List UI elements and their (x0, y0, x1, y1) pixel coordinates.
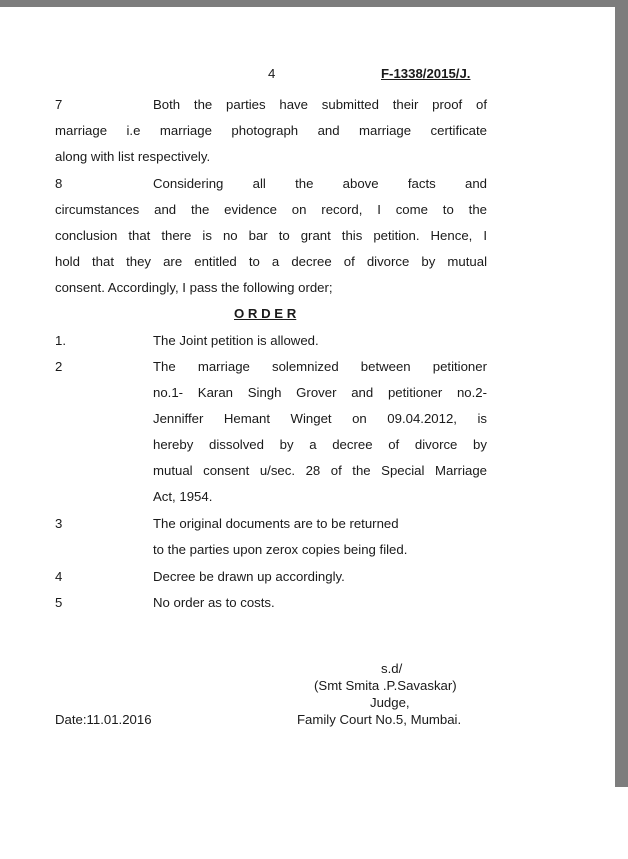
order-item-line: No order as to costs. (153, 595, 275, 610)
order-item-line: no.1- Karan Singh Grover and petitioner no.2- (153, 385, 487, 400)
judge-name: (Smt Smita .P.Savaskar) (314, 678, 457, 693)
order-item-number: 5 (55, 595, 63, 610)
order-item-line: mutual consent u/sec. 28 of the Special Marriage (153, 463, 487, 478)
order-item-line: Jenniffer Hemant Winget on 09.04.2012, is (153, 411, 487, 426)
document-page (0, 7, 615, 859)
order-item-line: The Joint petition is allowed. (153, 333, 319, 348)
paragraph-line: along with list respectively. (55, 149, 211, 164)
judge-title: Judge, (370, 695, 410, 710)
order-heading: O R D E R (234, 306, 297, 321)
paragraph-line: conclusion that there is no bar to grant this petition. Hence, I (55, 228, 487, 243)
paragraph-line: marriage i.e marriage photograph and marriage certificate (55, 123, 487, 138)
order-item-number: 1. (55, 333, 66, 348)
paragraph-number: 7 (55, 97, 63, 112)
paragraph-line: consent. Accordingly, I pass the following order; (55, 280, 333, 295)
order-item-line: The original documents are to be returned (153, 516, 399, 531)
paragraph-line: Considering all the above facts and (153, 176, 487, 191)
paragraph-line: hold that they are entitled to a decree of divorce by mutual (55, 254, 487, 269)
order-item-line: Decree be drawn up accordingly. (153, 569, 345, 584)
signature-sd: s.d/ (381, 661, 403, 676)
order-item-number: 4 (55, 569, 63, 584)
paragraph-line: circumstances and the evidence on record, I come to the (55, 202, 487, 217)
order-item-line: to the parties upon zerox copies being filed. (153, 542, 408, 557)
paragraph-number: 8 (55, 176, 63, 191)
page-number: 4 (268, 66, 276, 81)
order-item-line: The marriage solemnized between petitioner (153, 359, 487, 374)
order-item-number: 3 (55, 516, 63, 531)
top-border (0, 0, 628, 7)
court-name: Family Court No.5, Mumbai. (297, 712, 462, 727)
right-border (615, 0, 628, 787)
case-number: F-1338/2015/J. (381, 66, 471, 81)
order-item-line: hereby dissolved by a decree of divorce by (153, 437, 487, 452)
paragraph-line: Both the parties have submitted their proof of (153, 97, 487, 112)
order-date: Date:11.01.2016 (55, 712, 152, 727)
order-item-number: 2 (55, 359, 63, 374)
order-item-line: Act, 1954. (153, 489, 213, 504)
